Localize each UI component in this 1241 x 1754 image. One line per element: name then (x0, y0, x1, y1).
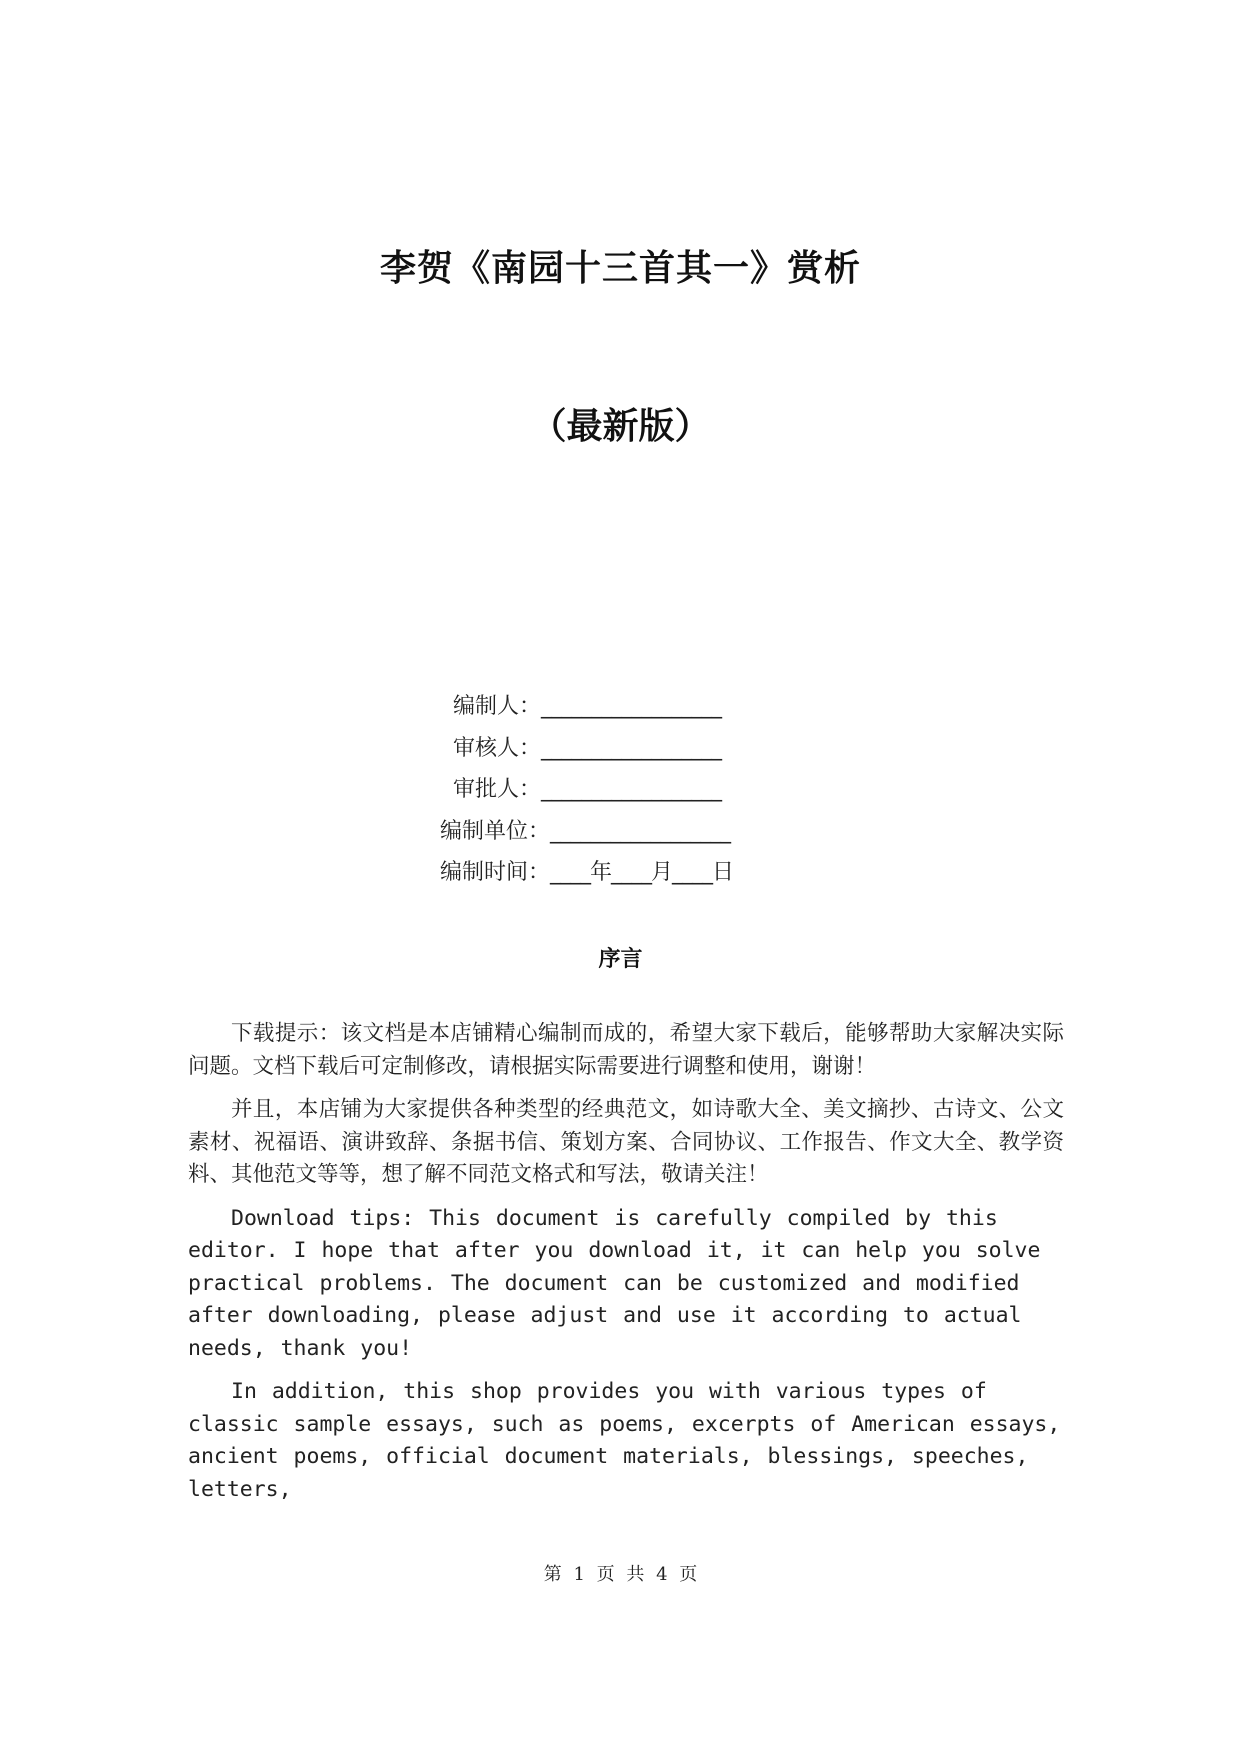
unit-row (440, 811, 860, 853)
approval-block (440, 686, 860, 894)
preface-body (188, 1018, 1064, 1517)
page-number-footer: 第 1 页 共 4 页 (543, 1564, 698, 1585)
time-row (440, 852, 860, 894)
paragraph-download-tip-en: Download tips: This document is carefully compiled by this editor. I hope that after you download it, it can help you solve practical problems. The document can be customized and modified after downloading, please adjust and use it according to actual needs, thank you! (188, 1205, 1041, 1361)
approver-field: __________________ (541, 777, 722, 802)
compiler-row (440, 686, 860, 728)
paragraph-shop-intro-en: In addition, this shop provides you with various types of classic sample essays, such as poems, excerpts of American essays, ancient poems, official document materials, blessings, speeches, letters, (188, 1379, 1061, 1502)
reviewer-row (440, 728, 860, 770)
document-subtitle: （最新版） (530, 406, 711, 447)
time-label: 编制时间： (440, 860, 551, 885)
unit-field: __________________ (550, 818, 731, 844)
paragraph-shop-intro-cn: 并且，本店铺为大家提供各种类型的经典范文，如诗歌大全、美文摘抄、古诗文、公文素材、祝福语、演讲致辞、条据书信、策划方案、合同协议、工作报告、作文大全、教学资料、其他范文等等，想了解不同范文格式和写法，敬请关注！ (188, 1097, 1064, 1187)
paragraph-download-tip-cn: 下载提示：该文档是本店铺精心编制而成的，希望大家下载后，能够帮助大家解决实际问题。文档下载后可定制修改，请根据实际需要进行调整和使用，谢谢！ (188, 1021, 1064, 1079)
compiler-field: __________________ (541, 694, 722, 719)
unit-label: 编制单位： (440, 818, 551, 844)
time-field: ____年____月____日 (550, 860, 734, 885)
compiler-label: 编制人： (453, 694, 542, 719)
document-title: 李贺《南园十三首其一》赏析 (379, 248, 861, 289)
approver-label: 审批人： (453, 777, 542, 802)
reviewer-field: __________________ (541, 735, 722, 761)
preface-heading: 序言 (598, 947, 643, 972)
reviewer-label: 审核人： (453, 735, 542, 761)
approver-row (440, 769, 860, 811)
